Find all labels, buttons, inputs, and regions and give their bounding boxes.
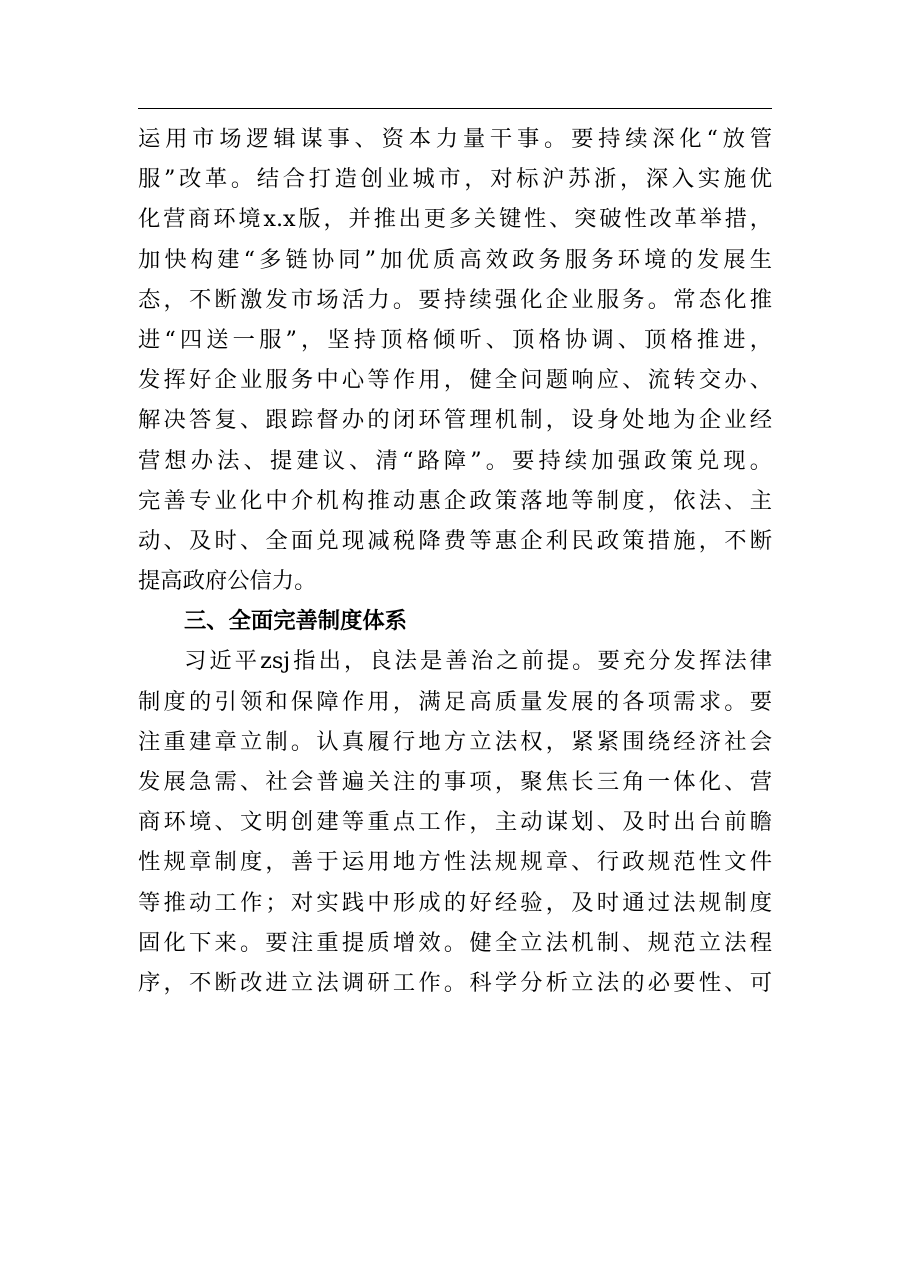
text-line: 发挥好企业服务中心等作用，健全问题响应、流转交办、 — [138, 367, 772, 394]
text-line: 序，不断改进立法调研工作。科学分析立法的必要性、可 — [138, 969, 772, 996]
text-line: 服”改革。结合打造创业城市，对标沪苏浙，深入实施优 — [138, 166, 772, 193]
text-line: 固化下来。要注重提质增效。健全立法机制、规范立法程 — [138, 929, 772, 956]
text-line: 进“四送一服”，坚持顶格倾听、顶格协调、顶格推进， — [138, 326, 772, 353]
text-line: 营想办法、提建议、清“路障”。要持续加强政策兑现。 — [138, 447, 772, 474]
header-rule — [138, 108, 772, 109]
text-line: 运用市场逻辑谋事、资本力量干事。要持续深化“放管 — [138, 126, 772, 152]
paragraph-2 — [138, 641, 772, 1003]
text-line: 商环境、文明创建等重点工作，主动谋划、及时出台前瞻 — [138, 809, 772, 836]
text-line: 加快构建“多链协同”加优质高效政务服务环境的发展生 — [138, 246, 772, 273]
text-line: 等推动工作；对实践中形成的好经验，及时通过法规制度 — [138, 889, 772, 916]
section-heading: 三、全面完善制度体系 — [184, 608, 407, 635]
text-line: 性规章制度，善于运用地方性法规规章、行政规范性文件 — [138, 849, 772, 876]
text-line: 习近平zsj指出，良法是善治之前提。要充分发挥法律 — [184, 648, 772, 675]
text-line: 态，不断激发市场活力。要持续强化企业服务。常态化推 — [138, 286, 772, 313]
text-line: 完善专业化中介机构推动惠企政策落地等制度，依法、主 — [138, 487, 772, 514]
document-body — [138, 119, 772, 1003]
text-line: 发展急需、社会普遍关注的事项，聚焦长三角一体化、营 — [138, 769, 772, 795]
text-line: 动、及时、全面兑现减税降费等惠企利民政策措施，不断 — [138, 527, 772, 554]
text-line: 提高政府公信力。 — [138, 568, 317, 595]
text-line: 注重建章立制。认真履行地方立法权，紧紧围绕经济社会 — [138, 728, 772, 755]
text-line: 制度的引领和保障作用，满足高质量发展的各项需求。要 — [138, 688, 772, 715]
paragraph-1 — [138, 119, 772, 601]
text-line: 化营商环境x.x版，并推出更多关键性、突破性改革举措， — [138, 206, 772, 233]
text-line: 解决答复、跟踪督办的闭环管理机制，设身处地为企业经 — [138, 407, 772, 434]
